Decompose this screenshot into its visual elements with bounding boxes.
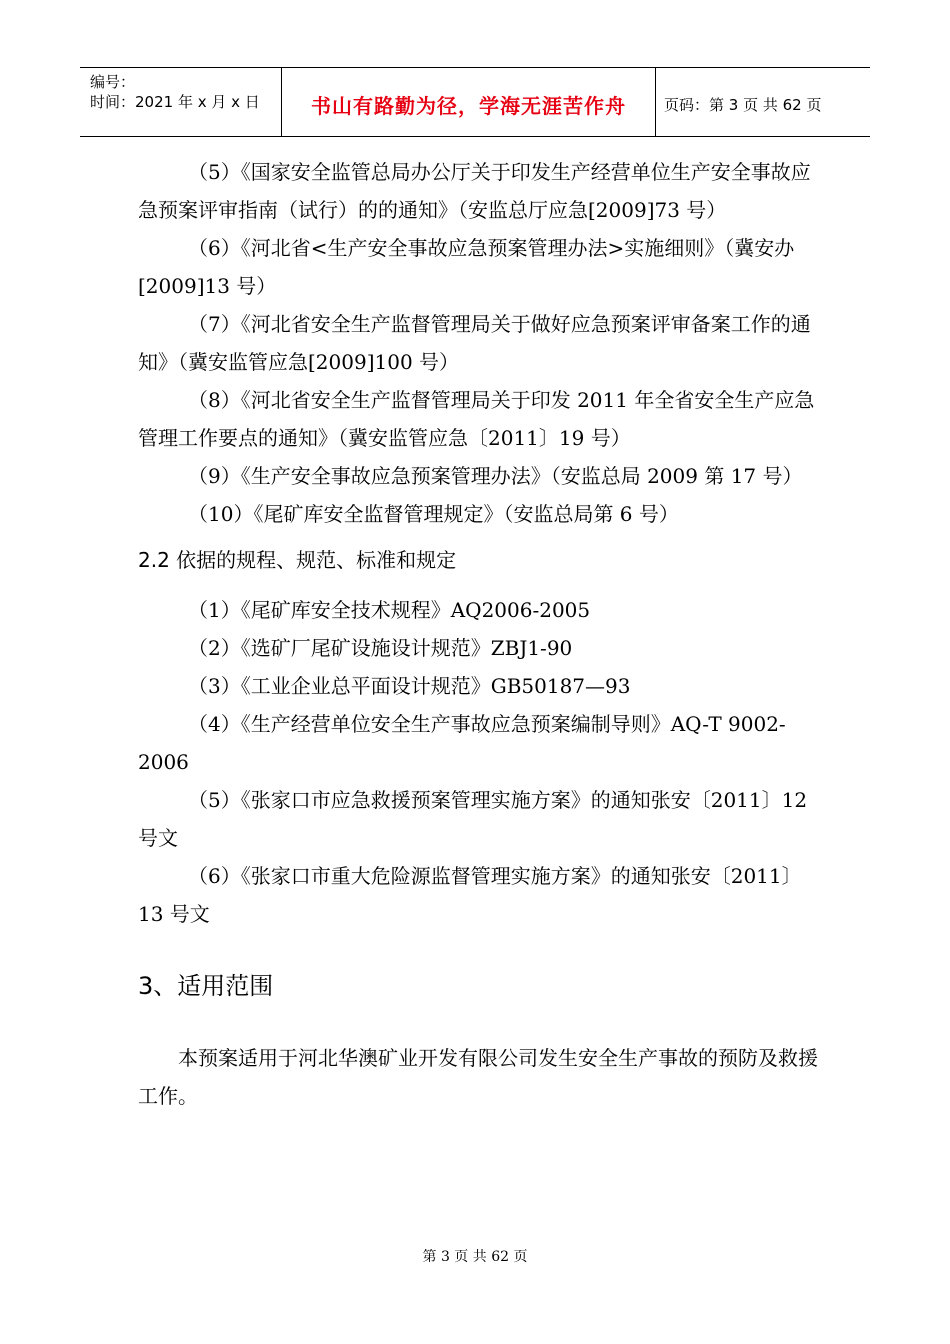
reference-item: （7）《河北省安全生产监督管理局关于做好应急预案评审备案工作的通知》（冀安监管应急[2009]100 号）	[138, 312, 811, 374]
reference-item: （8）《河北省安全生产监督管理局关于印发 2011 年全省安全生产应急管理工作要点的通知》（冀安监管应急〔2011〕19 号）	[138, 388, 815, 450]
document-body	[138, 153, 818, 1115]
page-header	[80, 67, 870, 137]
scope-paragraph: 本预案适用于河北华澳矿业开发有限公司发生安全生产事故的预防及救援工作。	[138, 1046, 818, 1108]
page-footer: 第 3 页 共 62 页	[422, 1249, 528, 1265]
header-meta-cell	[80, 68, 282, 136]
reference-item: （9）《生产安全事故应急预案管理办法》（安监总局 2009 第 17 号）	[188, 464, 803, 488]
header-page-info: 页码：第 3 页 共 62 页	[664, 95, 822, 114]
standard-item: （1）《尾矿库安全技术规程》AQ2006-2005	[188, 598, 591, 622]
standard-item: （3）《工业企业总平面设计规范》GB50187—93	[188, 674, 631, 698]
reference-item: （10）《尾矿库安全监督管理规定》（安监总局第 6 号）	[188, 502, 679, 526]
standard-item: （4）《生产经营单位安全生产事故应急预案编制导则》AQ-T 9002-2006	[138, 712, 786, 774]
reference-item: （6）《河北省<生产安全事故应急预案管理办法>实施细则》（冀安办[2009]13 号）	[138, 236, 795, 298]
standard-item: （5）《张家口市应急救援预案管理实施方案》的通知张安〔2011〕12 号文	[138, 788, 808, 850]
standard-item: （6）《张家口市重大危险源监督管理实施方案》的通知张安〔2011〕13 号文	[138, 864, 802, 926]
section-heading-3: 3、适用范围	[138, 972, 274, 1000]
section-heading-2-2: 2.2 依据的规程、规范、标准和规定	[138, 548, 457, 572]
standard-item: （2）《选矿厂尾矿设施设计规范》ZBJ1-90	[188, 636, 573, 660]
header-motto: 书山有路勤为径，学海无涯苦作舟	[282, 68, 656, 136]
reference-item: （5）《国家安全监管总局办公厅关于印发生产经营单位生产安全事故应急预案评审指南（试行）的的通知》（安监总厅应急[2009]73 号）	[138, 160, 811, 222]
document-time-label: 时间：2021 年 x 月 x 日	[90, 93, 260, 111]
document-number-label: 编号：	[90, 73, 136, 91]
